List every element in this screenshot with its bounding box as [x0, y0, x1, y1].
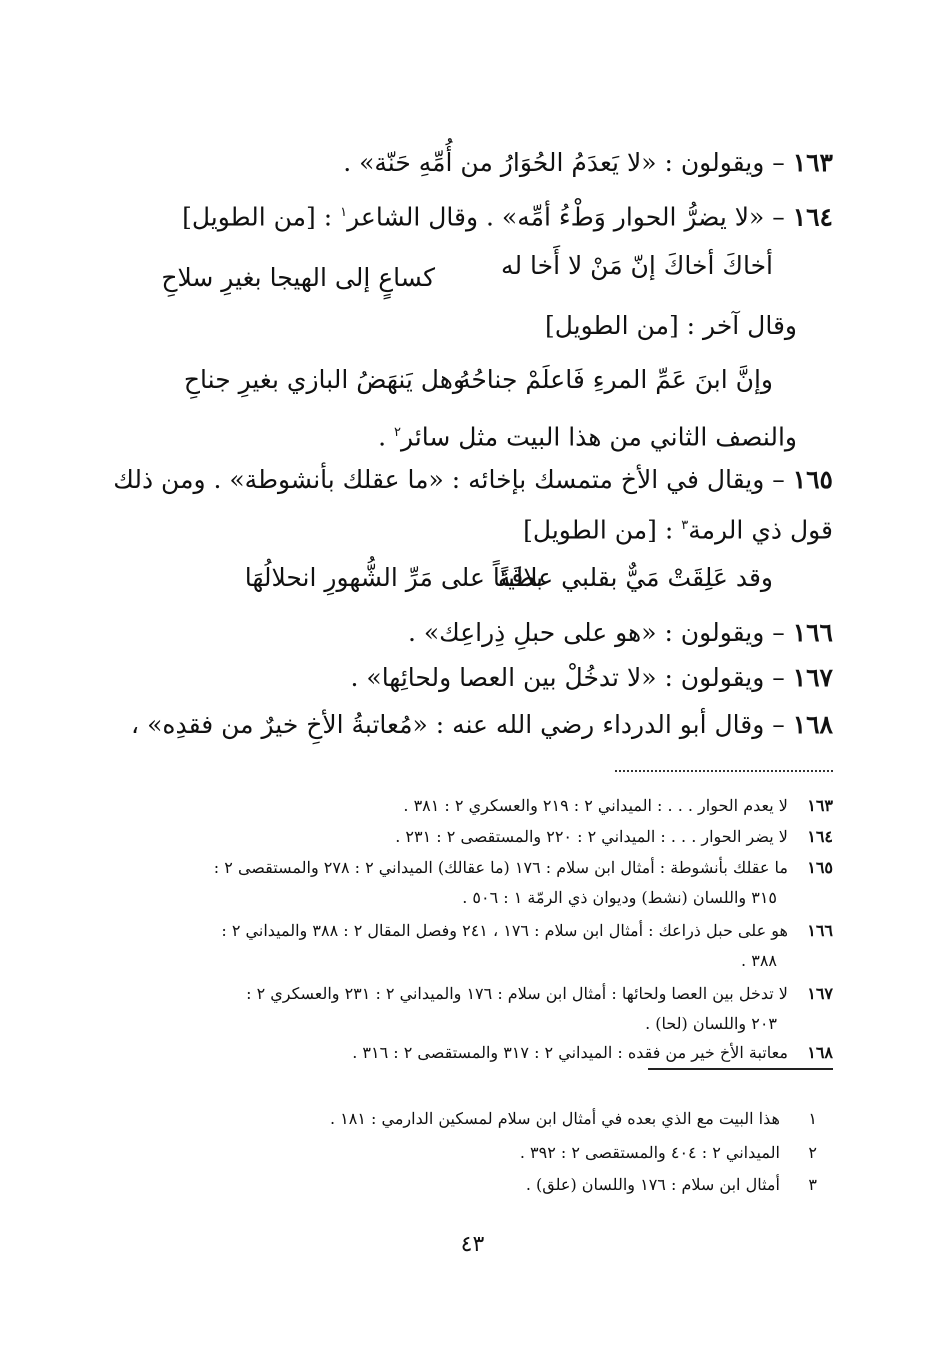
verse-2-first-hemistich: وإنَّ ابنَ عَمِّ المرءِ فَاعلَمْ جناحُهُ	[457, 365, 773, 394]
source-number: ١٦٤	[807, 827, 833, 846]
footnote-ref: ١	[340, 205, 348, 220]
entry-number: ١٦٨	[792, 710, 833, 739]
note-number: ٣	[808, 1175, 817, 1194]
source-text: لا تدخل بين العصا ولحائها : أمثال ابن سلام : ١٧٦ والميداني ٢ : ٢٣١ والعسكري ٢ :	[246, 984, 788, 1003]
source-165-continuation: ٣١٥ واللسان (نشط) وديوان ذي الرمّة ١ : ٥٠٦ .	[462, 888, 777, 907]
notes-separator	[648, 1068, 833, 1070]
entry-number: ١٦٤	[792, 202, 833, 232]
note-number: ١	[808, 1109, 817, 1128]
verse-2-second-hemistich: وهل يَنهَضُ البازي بغيرِ جناحِ	[183, 365, 465, 394]
source-168	[352, 1042, 833, 1064]
source-167-continuation: ٢٠٣ واللسان (لحا) .	[645, 1014, 777, 1033]
entry-text: – ويقولون : «هو على حبلِ ذِراعِك» .	[407, 618, 785, 647]
entry-number: ١٦٧	[792, 663, 833, 692]
verse-1-second-hemistich: كساعٍ إلى الهيجا بغيرِ سلاحِ	[161, 263, 435, 292]
source-number: ١٦٦	[807, 921, 833, 940]
footnote-ref: ٢	[394, 425, 401, 440]
source-number: ١٦٨	[807, 1043, 833, 1062]
poet-intro-text: وقال آخر :	[686, 311, 797, 340]
source-167	[246, 983, 833, 1005]
source-166	[221, 920, 833, 942]
source-text: ما عقلك بأنشوطة : أمثال ابن سلام : ١٧٦ (ما عقالك) الميداني ٢ : ٢٧٨ والمستقصى ٢ :	[213, 858, 788, 877]
poet-intro-2	[545, 308, 797, 344]
verse-3-second-hemistich: بطيئاً على مَرِّ الشُّهورِ انحلالُهَا	[244, 563, 543, 592]
note-text: هذا البيت مع الذي بعده في أمثال ابن سلام لمسكين الدارمي : ١٨١ .	[329, 1109, 780, 1128]
source-text: لا يعدم الحوار . . . : الميداني ٢ : ٢١٩ والعسكري ٢ : ٣٨١ .	[403, 796, 788, 815]
meter-label: : [من الطويل]	[182, 202, 341, 232]
entry-number: ١٦٥	[792, 465, 833, 494]
source-166-continuation: ٣٨٨ .	[741, 951, 777, 970]
source-text: معاتبة الأخ خير من فقده : الميداني ٢ : ٣١٧ والمستقصى ٢ : ٣١٦ .	[352, 1043, 788, 1062]
note-number: ٢	[808, 1143, 817, 1162]
entry-167	[351, 660, 834, 696]
footnote-ref: ٣	[681, 518, 689, 533]
meter-label: [من الطويل]	[544, 311, 687, 340]
sources-separator	[615, 770, 833, 772]
entry-text: – وقال أبو الدرداء رضي الله عنه : «مُعاتبةُ الأخِ خيرٌ من فقدِه» ،	[131, 710, 785, 739]
note-text: أمثال ابن سلام : ١٧٦ واللسان (علق) .	[525, 1175, 780, 1194]
entry-text: – «لا يضرُّ الحوار وَطْءُ أمِّه» . وقال الشاعر	[347, 202, 785, 232]
entry-165-continuation	[523, 508, 833, 548]
source-number: ١٦٧	[807, 984, 833, 1003]
source-text: لا يضر الحوار . . . : الميداني ٢ : ٢٢٠ والمستقصى ٢ : ٢٣١ .	[395, 827, 788, 846]
note-1	[330, 1108, 817, 1130]
entry-text: – ويقولون : «لا تدخُلْ بين العصا ولحائِها» .	[350, 663, 785, 692]
remark-end: .	[378, 422, 395, 452]
entry-164	[182, 195, 833, 235]
source-text: هو على حبل ذراعك : أمثال ابن سلام : ١٧٦ ، ٢٤١ وفصل المقال ٢ : ٣٨٨ والميداني ٢ :	[221, 921, 788, 940]
meter-label: : [من الطويل]	[523, 515, 682, 545]
source-number: ١٦٣	[807, 796, 833, 815]
source-164	[395, 826, 833, 848]
entry-number: ١٦٣	[792, 148, 833, 177]
source-163	[403, 795, 833, 817]
verse-3-first-hemistich: وقد عَلِقَتْ مَيٌّ بقلبي علاقَةً	[498, 563, 773, 592]
entry-166	[408, 615, 833, 651]
source-165	[214, 857, 833, 879]
entry-number: ١٦٦	[792, 618, 833, 647]
entry-text: قول ذي الرمة	[688, 515, 833, 545]
note-2	[520, 1142, 817, 1164]
page-number: ٤٣	[460, 1232, 485, 1257]
entry-165	[113, 462, 833, 498]
verse-1-first-hemistich: أخاكَ أخاكَ إنّ مَنْ لا أَخا له	[501, 251, 773, 280]
note-3	[526, 1174, 817, 1196]
remark	[378, 415, 797, 455]
entry-text: – ويقال في الأخ متمسك بإخائه : «ما عقلك بأنشوطة» . ومن ذلك	[113, 465, 785, 494]
source-number: ١٦٥	[807, 858, 833, 877]
entry-text: – ويقولون : «لا يَعدَمُ الحُوَارُ من أُمِّهِ حَنّة» .	[343, 148, 785, 177]
entry-163	[343, 145, 833, 181]
remark-text: والنصف الثاني من هذا البيت مثل سائر	[401, 422, 797, 452]
note-text: الميداني ٢ : ٤٠٤ والمستقصى ٢ : ٣٩٢ .	[519, 1143, 780, 1162]
entry-168	[131, 707, 833, 743]
